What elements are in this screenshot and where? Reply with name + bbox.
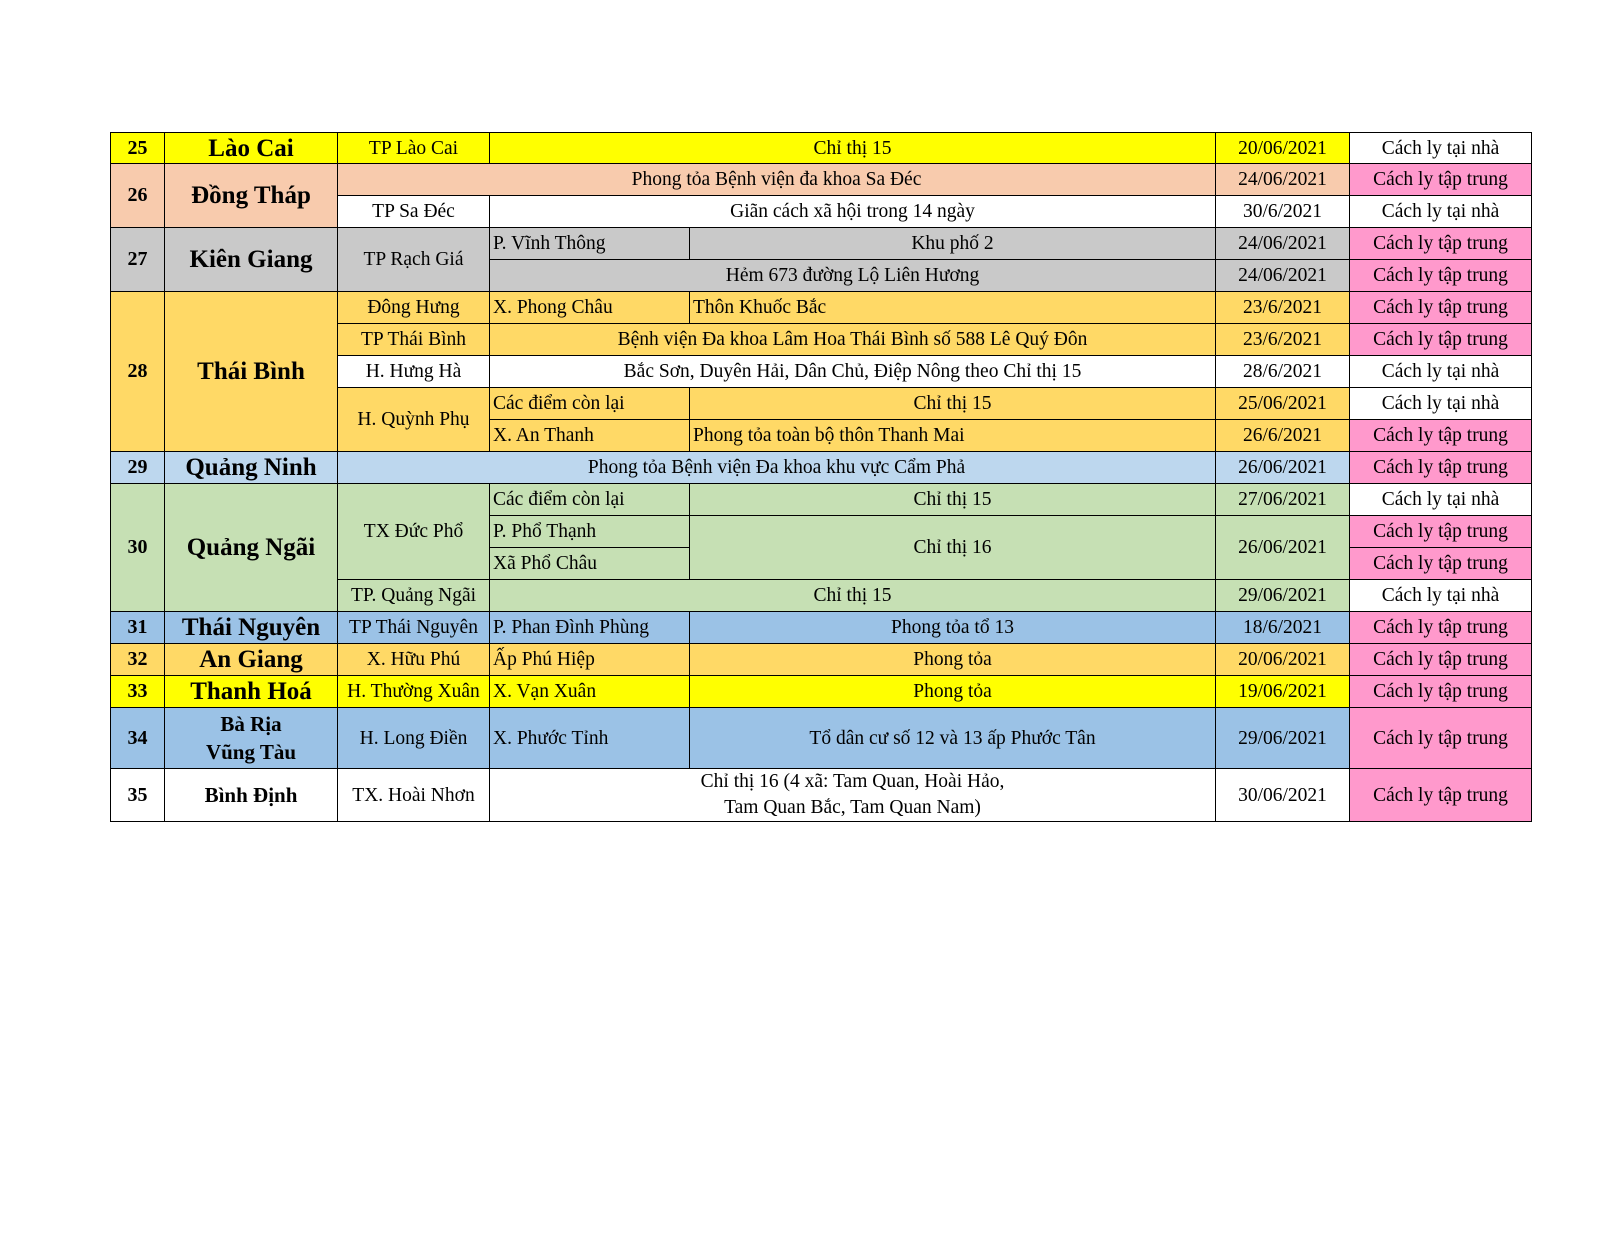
status-cell: Cách ly tại nhà [1350,133,1532,164]
district-name: H. Quỳnh Phụ [338,388,490,452]
status-cell: Cách ly tập trung [1350,452,1532,484]
status-cell: Cách ly tập trung [1350,420,1532,452]
row-number: 34 [111,708,165,769]
district-name: Đông Hưng [338,292,490,324]
date-cell: 26/06/2021 [1216,452,1350,484]
table-row [111,612,1532,644]
row-number: 35 [111,769,165,822]
measure-text-line-2: Tam Quan Bắc, Tam Quan Nam) [724,797,981,818]
province-name: Thanh Hoá [165,676,338,708]
date-cell: 26/6/2021 [1216,420,1350,452]
table-row [111,228,1532,260]
measure-text: Tổ dân cư số 12 và 13 ấp Phước Tân [690,708,1216,769]
province-name: An Giang [165,644,338,676]
row-number: 30 [111,484,165,612]
date-cell: 28/6/2021 [1216,356,1350,388]
ward-name: P. Vĩnh Thông [490,228,690,260]
status-cell: Cách ly tại nhà [1350,484,1532,516]
measure-text: Bệnh viện Đa khoa Lâm Hoa Thái Bình số 588 Lê Quý Đôn [490,324,1216,356]
status-cell: Cách ly tập trung [1350,708,1532,769]
province-name: Quảng Ninh [165,452,338,484]
table-row [111,769,1532,822]
district-name: TP. Quảng Ngãi [338,580,490,612]
measure-text: Khu phố 2 [690,228,1216,260]
district-name: H. Hưng Hà [338,356,490,388]
table-row [111,164,1532,196]
province-name-line-1: Bà Rịa [220,712,282,736]
row-number: 32 [111,644,165,676]
measure-text: Bắc Sơn, Duyên Hải, Dân Chủ, Điệp Nông theo Chỉ thị 15 [490,356,1216,388]
ward-name: X. Vạn Xuân [490,676,690,708]
date-cell: 24/06/2021 [1216,164,1350,196]
row-number: 28 [111,292,165,452]
ward-name: Các điểm còn lại [490,388,690,420]
date-cell: 23/6/2021 [1216,324,1350,356]
measure-text: Chỉ thị 15 [690,484,1216,516]
ward-name: Các điểm còn lại [490,484,690,516]
province-name [165,708,338,769]
date-cell: 23/6/2021 [1216,292,1350,324]
date-cell: 20/06/2021 [1216,133,1350,164]
measure-text: Phong tỏa Bệnh viện Đa khoa khu vực Cẩm Phả [338,452,1216,484]
date-cell: 19/06/2021 [1216,676,1350,708]
measure-text: Chỉ thị 15 [490,133,1216,164]
measure-text: Phong tỏa [690,644,1216,676]
date-cell: 24/06/2021 [1216,228,1350,260]
province-name: Bình Định [165,769,338,822]
date-cell: 30/06/2021 [1216,769,1350,822]
measure-text: Thôn Khuốc Bắc [690,292,1216,324]
row-number: 27 [111,228,165,292]
measure-text: Chỉ thị 16 [690,516,1216,580]
status-cell: Cách ly tại nhà [1350,356,1532,388]
row-number: 26 [111,164,165,228]
date-cell: 20/06/2021 [1216,644,1350,676]
status-cell: Cách ly tập trung [1350,260,1532,292]
date-cell: 29/06/2021 [1216,580,1350,612]
row-number: 31 [111,612,165,644]
covid-restrictions-table [110,132,1532,822]
district-name: TP Thái Bình [338,324,490,356]
ward-name: Ấp Phú Hiệp [490,644,690,676]
province-name: Quảng Ngãi [165,484,338,612]
date-cell: 26/06/2021 [1216,516,1350,580]
row-number: 33 [111,676,165,708]
district-name: H. Thường Xuân [338,676,490,708]
district-name: TP Lào Cai [338,133,490,164]
status-cell: Cách ly tập trung [1350,228,1532,260]
status-cell: Cách ly tập trung [1350,644,1532,676]
measure-text: Phong tỏa toàn bộ thôn Thanh Mai [690,420,1216,452]
date-cell: 29/06/2021 [1216,708,1350,769]
status-cell: Cách ly tại nhà [1350,196,1532,228]
status-cell: Cách ly tại nhà [1350,580,1532,612]
measure-text: Chỉ thị 15 [690,388,1216,420]
row-number: 29 [111,452,165,484]
measure-text: Hẻm 673 đường Lộ Liên Hương [490,260,1216,292]
table-row [111,644,1532,676]
ward-name: X. Phước Tỉnh [490,708,690,769]
row-number: 25 [111,133,165,164]
table-row [111,676,1532,708]
measure-text: Phong tỏa [690,676,1216,708]
status-cell: Cách ly tập trung [1350,164,1532,196]
date-cell: 30/6/2021 [1216,196,1350,228]
measure-text-line-1: Chỉ thị 16 (4 xã: Tam Quan, Hoài Hảo, [700,771,1005,792]
district-name: H. Long Điền [338,708,490,769]
status-cell: Cách ly tại nhà [1350,388,1532,420]
district-name: TP Sa Đéc [338,196,490,228]
status-cell: Cách ly tập trung [1350,676,1532,708]
date-cell: 25/06/2021 [1216,388,1350,420]
province-name: Lào Cai [165,133,338,164]
ward-name: X. An Thanh [490,420,690,452]
status-cell: Cách ly tập trung [1350,292,1532,324]
table-row [111,484,1532,516]
date-cell: 18/6/2021 [1216,612,1350,644]
measure-text: Chỉ thị 15 [490,580,1216,612]
measure-text: Phong tỏa Bệnh viện đa khoa Sa Đéc [338,164,1216,196]
date-cell: 24/06/2021 [1216,260,1350,292]
province-name-line-2: Vũng Tàu [205,740,297,764]
status-cell: Cách ly tập trung [1350,612,1532,644]
measure-text [490,769,1216,822]
province-name: Thái Nguyên [165,612,338,644]
district-name: TX. Hoài Nhơn [338,769,490,822]
measure-text: Giãn cách xã hội trong 14 ngày [490,196,1216,228]
table-row [111,452,1532,484]
province-name: Thái Bình [165,292,338,452]
table-row [111,133,1532,164]
district-name: TX Đức Phổ [338,484,490,580]
status-cell: Cách ly tập trung [1350,324,1532,356]
district-name: X. Hữu Phú [338,644,490,676]
measure-text: Phong tỏa tổ 13 [690,612,1216,644]
status-cell: Cách ly tập trung [1350,516,1532,548]
ward-name: P. Phổ Thạnh [490,516,690,548]
date-cell: 27/06/2021 [1216,484,1350,516]
status-cell: Cách ly tập trung [1350,769,1532,822]
status-cell: Cách ly tập trung [1350,548,1532,580]
province-name: Kiên Giang [165,228,338,292]
ward-name: P. Phan Đình Phùng [490,612,690,644]
ward-name: Xã Phổ Châu [490,548,690,580]
table-row [111,292,1532,324]
province-name: Đồng Tháp [165,164,338,228]
table-row [111,708,1532,769]
ward-name: X. Phong Châu [490,292,690,324]
district-name: TP Thái Nguyên [338,612,490,644]
district-name: TP Rạch Giá [338,228,490,292]
